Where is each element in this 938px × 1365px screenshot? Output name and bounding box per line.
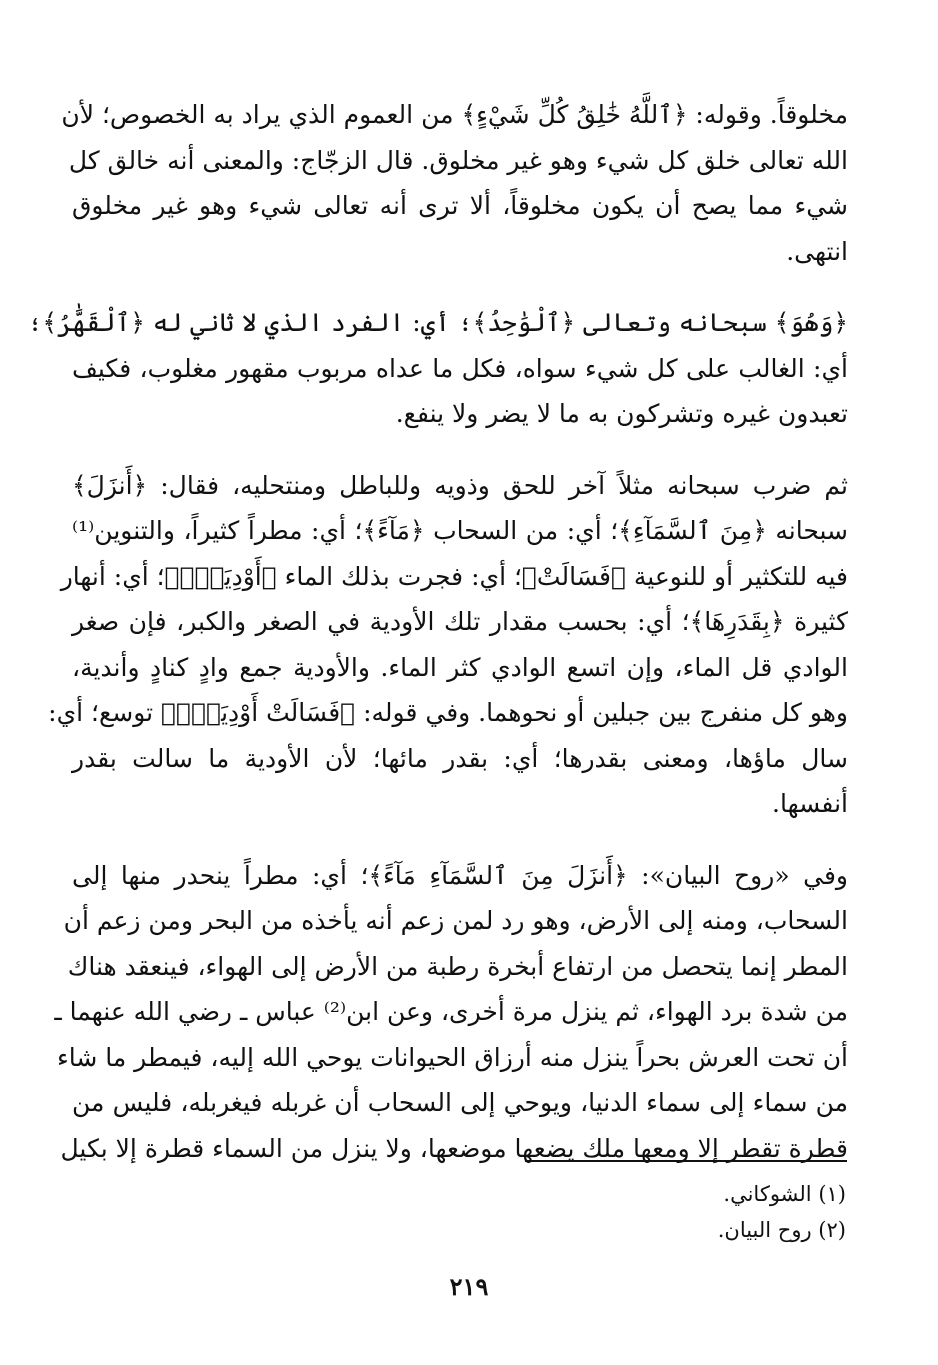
text-line: تعبدون غيره وتشركون به ما لا يضر ولا ينفع. — [395, 399, 848, 428]
text-line: ثم ضرب سبحانه مثلاً آخر للحق وذويه وللباطل ومنتحليه، فقال: ﴿أَنزَلَ﴾ — [72, 470, 848, 500]
text-line: سبحانه ﴿مِنَ ٱلسَّمَآءِ﴾؛ أي: من السحاب ﴿مَآءً﴾؛ أي: مطراً كثيراً، والتنوين⁽¹⁾ — [72, 516, 848, 545]
text-line: وفي «روح البيان»: ﴿أَنزَلَ مِنَ ٱلسَّمَآءِ مَآءً﴾؛ أي: مطراً ينحدر منها إلى — [72, 860, 848, 890]
text-line: انتهى. — [786, 236, 848, 266]
text-line: سال ماؤها، ومعنى بقدرها؛ أي: بقدر مائها؛ لأن الأودية ما سالت بقدر — [72, 743, 848, 773]
text-line: أي: الغالب على كل شيء سواه، فكل ما عداه مربوب مقهور مغلوب، فكيف — [72, 353, 848, 383]
paragraph-4 — [54, 853, 848, 1172]
text-line: مخلوقاً. وقوله: ﴿ٱللَّهُ خَٰلِقُ كُلِّ شَيْءٍ﴾ من العموم الذي يراد به الخصوص؛ لأن — [61, 100, 848, 129]
text-line: شيء مما يصح أن يكون مخلوقاً، ألا ترى أنه تعالى شيء وهو غير مخلوق — [72, 191, 848, 220]
page-number: ٢١٩ — [449, 1272, 489, 1301]
text-line: أن تحت العرش بحراً ينزل منه أرزاق الحيوانات يوحي الله إليه، فيمطر ما شاء — [56, 1042, 848, 1072]
text-line: أنفسها. — [772, 789, 848, 818]
page-body — [27, 92, 848, 1171]
footnote-2: (٢) روح البيان. — [717, 1218, 846, 1242]
paragraph-spacer — [72, 274, 848, 300]
footnotes — [718, 1176, 846, 1248]
text-line: الوادي قل الماء، وإن اتسع الوادي كثر الماء. والأودية جمع وادٍ كنادٍ وأندية، — [72, 652, 848, 682]
text-line: فيه للتكثير أو للنوعية ﴿فَسَالَتْ﴾؛ أي: فجرت بذلك الماء ﴿أَوْدِيَةٌۢ﴾؛ أي: أنهار — [60, 561, 848, 591]
text-line: المطر إنما يتحصل من ارتفاع أبخرة رطبة من الأرض إلى الهواء، فينعقد هناك — [67, 951, 848, 981]
text-line: من شدة برد الهواء، ثم ينزل مرة أخرى، وعن ابن⁽²⁾ عباس ـ رضي الله عنهما ـ — [54, 997, 848, 1026]
footnote-separator — [525, 1160, 847, 1162]
paragraph-2 — [27, 300, 848, 437]
text-line: كثيرة ﴿بِقَدَرِهَا﴾؛ أي: بحسب مقدار تلك الأودية في الصغر والكبر، فإن صغر — [72, 607, 848, 636]
text-line: السحاب، ومنه إلى الأرض، وهو رد لمن زعم أنه يأخذه من البحر ومن زعم أن — [63, 906, 848, 935]
paragraph-spacer — [72, 437, 848, 463]
text-line: وهو كل منفرج بين جبلين أو نحوهما. وفي قوله: ﴿فَسَالَتْ أَوْدِيَةٌۢ﴾ توسع؛ أي: — [48, 698, 848, 727]
text-line: ﴿وَهُوَ﴾ سبحانه وتعالى ﴿ٱلْوَٰحِدُ﴾؛ أي: الفرد الذي لا ثاني له ﴿ٱلْقَهَّٰرُ﴾؛ — [27, 308, 848, 337]
text-line: الله تعالى خلق كل شيء وهو غير مخلوق. قال الزجّاج: والمعنى أنه خالق كل — [68, 145, 848, 175]
footnote-1: (١) الشوكاني. — [723, 1182, 846, 1206]
paragraph-spacer — [72, 827, 848, 853]
text-line: قطرة تقطر إلا ومعها ملك يضعها موضعها، ولا ينزل من السماء قطرة إلا بكيل — [60, 1133, 848, 1163]
text-line: من سماء إلى سماء الدنيا، ويوحي إلى السحاب أن غربله فيغربله، فليس من — [72, 1088, 848, 1117]
paragraph-1 — [61, 92, 848, 274]
paragraph-3 — [48, 463, 848, 827]
